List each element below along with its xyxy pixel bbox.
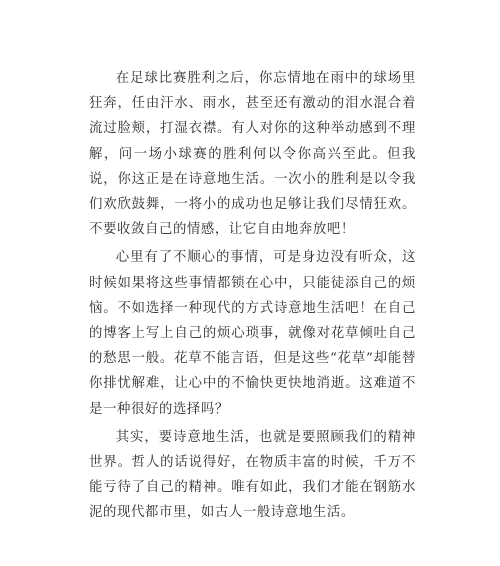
paragraph-2: 心里有了不顺心的事情，可是身边没有听众，这时候如果将这些事情都锁在心中，只能徒添自己的烦恼。不如选择一种现代的方式诗意地生活吧！在自己的博客上写上自己的烦心琐事，就像对花草倾吐自己的愁思一般。花草不能言语，但是这些“花草”却能替你排忧解难，让心中的不愉快更快地消逝。这难道不是一种很好的选择吗？ <box>89 250 416 417</box>
paragraph-1: 在足球比赛胜利之后，你忘情地在雨中的球场里狂奔，任由汗水、雨水，甚至还有激动的泪水混合着流过脸颊，打湿衣襟。有人对你的这种举动感到不理解，问一场小球赛的胜利何以令你高兴至此。但我说，你这正是在诗意地生活。一次小的胜利是以令我们欢欣鼓舞，一将小的成功也足够让我们尽情狂欢。不要收敛自己的情感，让它自由地奔放吧！ <box>89 71 416 238</box>
paragraph-3: 其实，要诗意地生活，也就是要照顾我们的精神世界。哲人的话说得好，在物质丰富的时候，千万不能亏待了自己的精神。唯有如此，我们才能在钢筋水泥的现代都市里，如古人一般诗意地生活。 <box>89 429 416 521</box>
article-body <box>89 66 416 529</box>
